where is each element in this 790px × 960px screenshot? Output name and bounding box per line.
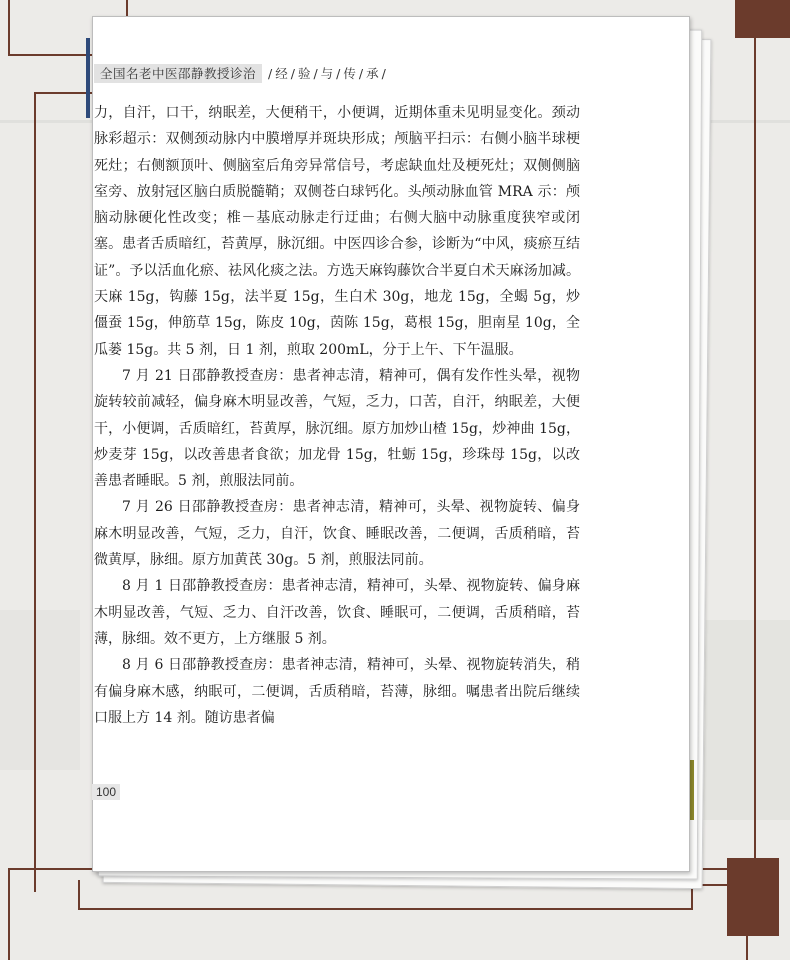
- paragraph: 7 月 21 日邵静教授查房：患者神志清，精神可，偶有发作性头晕，视物旋转较前减轻，偏身麻木明显改善，气短，乏力，口苦，自汗，纳眠差，大便干，小便调，舌质暗红，苔黄厚，脉沉细。原方加炒山楂 15g，炒神曲 15g，炒麦芽 15g，以改善患者食欲；加龙骨 15g，牡蛎 15g，珍珠母 15g，以改善患者睡眠。5 剂，煎服法同前。: [94, 367, 580, 490]
- running-header: [94, 64, 389, 82]
- page-edge-blue: [86, 38, 90, 118]
- paragraph: 8 月 6 日邵静教授查房：患者神志清，精神可，头晕、视物旋转消失，稍有偏身麻木感，纳眠可，二便调，舌质稍暗，苔薄，脉细。嘱患者出院后继续口服上方 14 剂。随访患者偏: [94, 657, 580, 726]
- decorative-block-top-right: [735, 0, 790, 38]
- series-title: /经/验/与/传/承/: [268, 66, 389, 81]
- paragraph: 7 月 26 日邵静教授查房：患者神志清，精神可，头晕、视物旋转、偏身麻木明显改善，气短，乏力，自汗，饮食、睡眠改善，二便调，舌质稍暗，苔微黄厚，脉细。原方加黄芪 30g。5 剂，煎服法同前。: [94, 499, 580, 569]
- paragraph: 8 月 1 日邵静教授查房：患者神志清，精神可，头晕、视物旋转、偏身麻木明显改善，气短、乏力、自汗改善，饮食、睡眠可，二便调，舌质稍暗，苔薄，脉细。效不更方，上方继服 5 剂。: [94, 578, 580, 647]
- decorative-frame-left: [34, 92, 94, 892]
- decorative-block-bottom-right: [727, 858, 779, 936]
- page-body: [94, 100, 580, 731]
- page-number: 100: [92, 784, 120, 800]
- book-title: 全国名老中医邵静教授诊治: [94, 64, 262, 83]
- paragraph: 力，自汗，口干，纳眠差，大便稍干，小便调，近期体重未见明显变化。颈动脉彩超示：双侧颈动脉内中膜增厚并斑块形成；颅脑平扫示：右侧小脑半球梗死灶；右侧额顶叶、侧脑室后角旁异常信号，考虑缺血灶及梗死灶；双侧侧脑室旁、放射冠区脑白质脱髓鞘；双侧苍白球钙化。头颅动脉血管 MRA 示：颅脑动脉硬化性改变；椎－基底动脉走行迂曲；右侧大脑中动脉重度狭窄或闭塞。患者舌质暗红，苔黄厚，脉沉细。中医四诊合参，诊断为“中风，痰瘀互结证”。予以活血化瘀、祛风化痰之法。方选天麻钩藤饮合半夏白术天麻汤加减。天麻 15g，钩藤 15g，法半夏 15g，生白术 30g，地龙 15g，全蝎 5g，炒僵蚕 15g，伸筋草 15g，陈皮 10g，茵陈 15g，葛根 15g，胆南星 10g，全瓜蒌 15g。共 5 剂，日 1 剂，煎取 200mL，分于上午、下午温服。: [94, 105, 580, 358]
